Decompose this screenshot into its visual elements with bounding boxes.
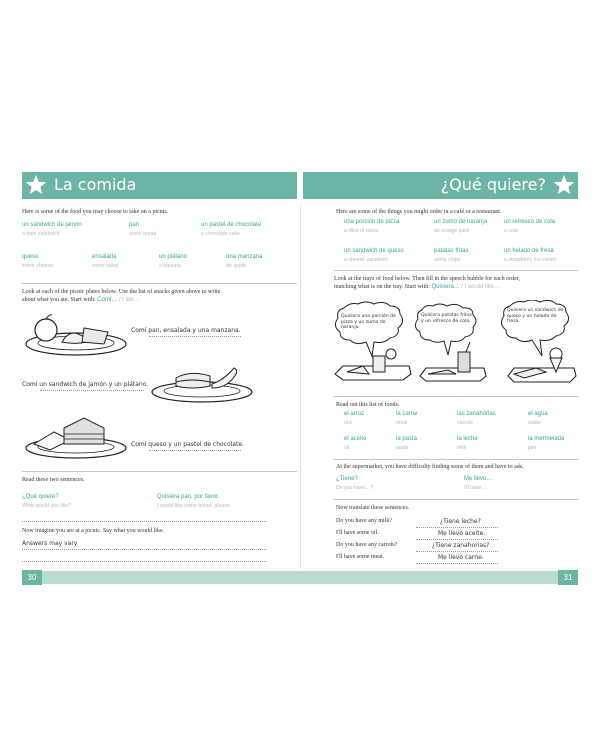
translation-en: I'll have some oil. (336, 530, 379, 536)
read-sentences-title: Read these two sentences. (22, 477, 85, 483)
food-en: pasta (396, 445, 409, 451)
sentence-1-es: ¿Qué quiere? (22, 494, 59, 500)
food-es: un sandwich de jamón (22, 222, 82, 228)
food-es: pan (129, 222, 140, 228)
answers-may-vary: Answers may vary (22, 540, 78, 547)
phrase-en: Do you have…? (336, 485, 374, 491)
order-es: un refresco de cola (504, 219, 556, 225)
divider (22, 521, 267, 522)
translation-en: I'll have some meat. (336, 554, 385, 560)
food-en: jam (528, 445, 537, 451)
sentence-1-en: What would you like? (22, 503, 72, 509)
instruction-line: matching what is on the tray. Start with: (334, 283, 430, 290)
divider (22, 283, 297, 284)
readout-title: Read out this list of foods. (336, 402, 400, 408)
order-en: a strawberry ice cream (504, 257, 557, 263)
translation-es: ¿Tiene zanahorias? (432, 542, 490, 549)
page-gutter (300, 205, 301, 569)
answer-line (22, 549, 267, 550)
plates-instruction (22, 289, 294, 304)
page-number-right (558, 570, 578, 585)
start-phrase-es: Quisiera… (431, 283, 460, 290)
order-en: some chips (434, 257, 461, 263)
food-en: milk (457, 445, 467, 451)
star-icon (25, 174, 47, 196)
page-number-text: 31 (563, 573, 573, 582)
order-en: a slice of pizza (344, 228, 379, 234)
answer-line (149, 450, 241, 451)
order-es: patatas fritas (434, 248, 469, 254)
divider (334, 396, 578, 397)
translation-en: Do you have any milk? (336, 518, 392, 524)
star-icon (553, 174, 575, 196)
food-es: la pasta (396, 436, 418, 442)
food-en: an apple (226, 263, 246, 269)
translate-title: Now translate these sentences. (336, 505, 410, 511)
divider (334, 459, 578, 460)
plate-illustration-1 (24, 312, 128, 358)
answer-line (416, 539, 498, 540)
food-es: la mermelada (528, 436, 565, 442)
food-en: a banana (159, 263, 181, 269)
answer-line (40, 390, 144, 391)
bubble-text-2: Quisiera patatas fritas y un refresco de cola. (421, 313, 473, 324)
order-en: an orange juice (434, 228, 470, 234)
tray-illustration-1 (333, 346, 413, 382)
food-es: ensalada (92, 254, 117, 260)
translation-es: Me llevo carne. (438, 554, 484, 561)
divider (334, 499, 578, 500)
order-es: un helado de fresa (504, 248, 554, 254)
food-es: el arroz (344, 411, 365, 417)
instruction-line: Look at the trays of food below. Then fill in the speech bubble for each order, (334, 276, 521, 282)
food-en: meat (396, 420, 408, 426)
supermarket-instruction: At the supermarket, you have difficulty finding some of them and have to ask. (336, 464, 524, 470)
order-en: a cola (504, 228, 518, 234)
translation-es: ¿Tiene leche? (440, 518, 481, 525)
answer-line (416, 563, 498, 564)
tray-illustration-3 (506, 344, 578, 384)
left-page-title: La comida (54, 175, 137, 194)
food-es: las zanahorias (457, 411, 496, 417)
order-es: un zumo de naranja (434, 219, 488, 225)
food-en: a ham sandwich (22, 231, 60, 237)
sentence-2-en: I would like some bread, please. (157, 503, 232, 509)
order-es: un sandwich de queso (344, 248, 404, 254)
food-es: la leche (457, 436, 478, 442)
footer-bar (22, 571, 578, 584)
food-en: water (528, 420, 541, 426)
answer-line (416, 551, 498, 552)
start-phrase-en: I would like… (464, 283, 501, 290)
bubble-text-1: Quisiera una porción de pizza y un zumo de naranja. (341, 314, 396, 331)
right-page-title: ¿Qué quiere? (440, 175, 546, 194)
answer-line (149, 336, 241, 337)
trays-instruction (334, 276, 578, 291)
phrase-es: ¿Tiene? (336, 476, 358, 482)
divider (334, 270, 578, 271)
start-phrase-es: Comí… (97, 296, 118, 303)
food-es: una manzana (226, 254, 263, 260)
plate-illustration-2 (150, 364, 254, 404)
bubble-text-3: Quisiera un sandwich de queso y un helado de fresa. (507, 308, 564, 325)
food-en: carrots (457, 420, 473, 426)
start-phrase-en: I ate… (122, 296, 140, 303)
plate-illustration-3 (24, 414, 128, 460)
divider (22, 471, 297, 472)
translation-es: Me llevo aceite. (438, 530, 486, 537)
answer-2: Comí un sandwich de jamón y un plátano. (22, 381, 149, 388)
order-en: a cheese sandwich (344, 257, 389, 263)
answer-3: Comí queso y un pastel de chocolate. (131, 441, 244, 448)
tray-illustration-2 (418, 342, 488, 382)
answer-1: Comí pan, ensalada y una manzana. (131, 327, 241, 334)
instruction-line: about what you ate. Start with: (22, 296, 96, 303)
food-en: some salad (92, 263, 119, 269)
translation-en: Do you have any carrots? (336, 542, 398, 548)
page-number-left (22, 570, 42, 585)
separator: / (119, 296, 121, 303)
answer-line (22, 561, 267, 562)
food-en: rice (344, 420, 353, 426)
food-en: oil (344, 445, 350, 451)
food-es: el agua (528, 411, 548, 417)
left-header-bar (22, 172, 297, 199)
instruction-line: Look at each of the picnic plates below. Use the list of snacks given above to write (22, 289, 221, 295)
right-header-bar (303, 172, 578, 199)
left-intro: Here is some of the food you may choose to take on a picnic. (22, 209, 169, 215)
separator: / (461, 283, 463, 290)
food-en: some cheese (22, 263, 53, 269)
food-en: a chocolate cake (201, 231, 240, 237)
right-intro: Here are some of the things you might order in a café or a restaurant. (336, 209, 502, 215)
food-es: un pastel de chocolate (201, 222, 262, 228)
sentence-2-es: Quisiera pan, por favor. (157, 494, 220, 500)
imagine-instruction: Now imagine you are at a picnic. Say what you would like. (22, 528, 165, 534)
food-es: la carne (396, 411, 418, 417)
food-es: el aceite (344, 436, 367, 442)
food-es: un plátano (159, 254, 188, 260)
food-en: some bread (129, 231, 157, 237)
food-es: queso (22, 254, 39, 260)
phrase-en: I'll have… (464, 485, 487, 491)
answer-line (416, 527, 498, 528)
phrase-es: Me llevo… (464, 476, 493, 482)
page-number-text: 30 (27, 573, 37, 582)
order-es: una porción de pizza (344, 219, 400, 225)
